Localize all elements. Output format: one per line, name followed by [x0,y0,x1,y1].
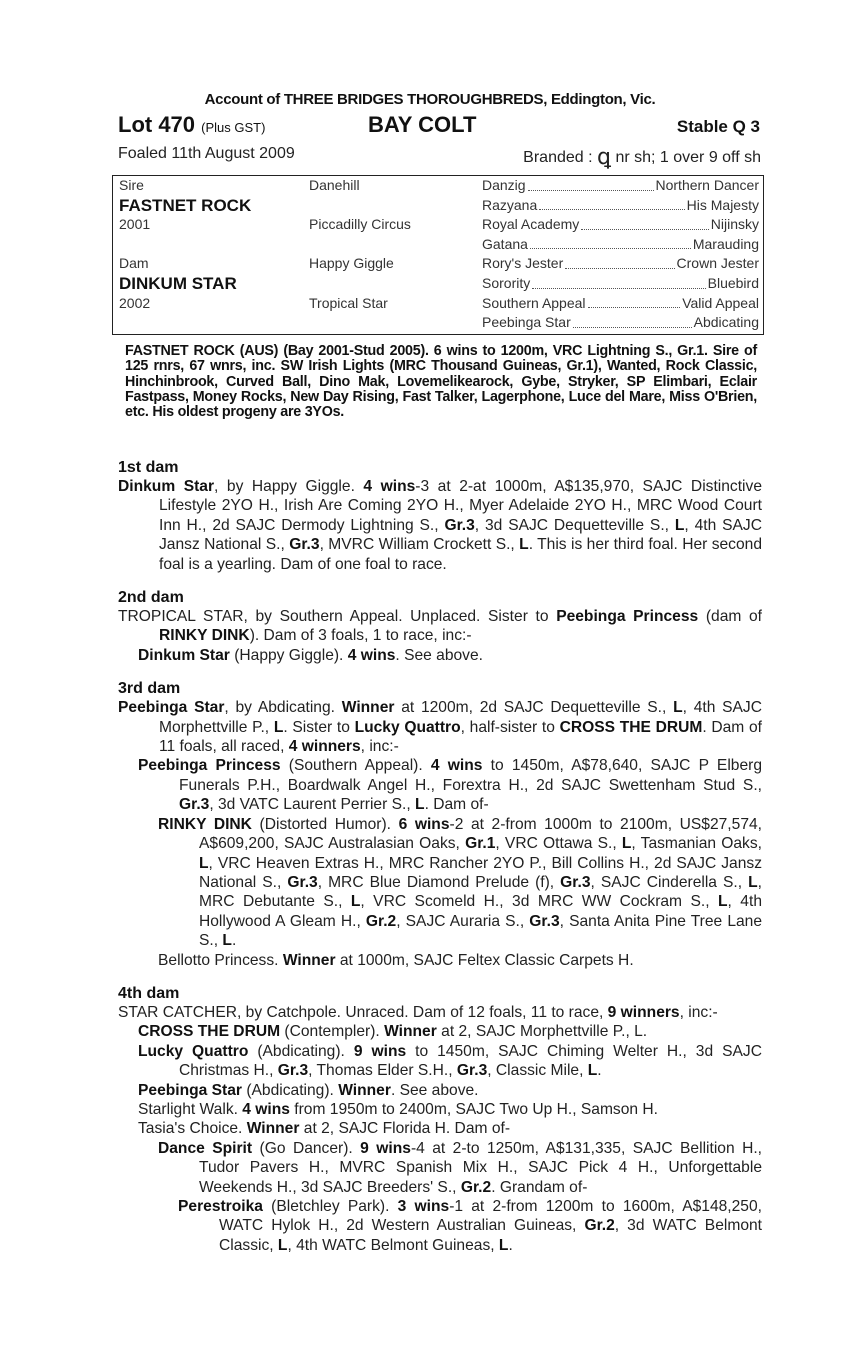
bold-run: Dinkum Star [118,478,215,495]
text-run: , 4th WATC Belmont Guineas, [287,1236,499,1254]
text-run: , Thomas Elder S.H., [308,1062,457,1080]
bold-run: L [222,932,232,950]
text-run: (Southern Appeal). [280,757,431,775]
leader-dots [532,274,705,289]
pedigree-paragraph [118,1022,762,1041]
bold-run: 3 wins [397,1198,450,1215]
bold-run: Gr.2 [584,1217,615,1235]
bold-run: Gr.3 [179,796,210,814]
horse-description: BAY COLT [368,112,477,137]
pedigree-ancestor: Peebinga Star [482,314,571,331]
text-run: -3 at 2-at 1000m, A$135,970, SAJC Distinctive Lifestyle 2YO H., Irish Are Coming 2YO H., Myer Adelaide 2YO H., MRC Wood Court Inn H., 2d SAJC Dermody Lightning S., [159,478,762,534]
pedigree-ancestor: Southern Appeal [482,294,586,311]
text-run: from 1950m to 2400m, SAJC Two Up H., Samson H. [289,1100,658,1118]
bold-run: Winner [246,1120,300,1138]
pedigree-paragraph [118,1197,762,1255]
pedigree-paragraph [118,698,762,756]
text-run: . This is her third foal. Her second foal is a yearling. Dam of one foal to race. [159,536,762,573]
bold-run: Gr.2 [365,912,397,930]
leader-dots [539,196,684,211]
leader-dots [573,313,692,328]
text-run: , MRC Debutante S., [199,873,762,911]
bold-run: L [199,854,209,872]
pedigree-col1: Sire [119,177,144,193]
vendor-account: Account of THREE BRIDGES THOROUGHBREDS, Eddington, Vic. [204,91,656,108]
pedigree-grandsire: Abdicating [693,314,759,331]
bold-run: Peebinga Star [138,1081,242,1099]
bold-run: Perestroika [178,1198,263,1215]
text-run: , 3d VATC Laurent Perrier S., [209,796,416,814]
text-run: . [508,1236,513,1254]
pedigree-paragraph [118,1139,762,1197]
bold-run: CROSS THE DRUM [559,718,703,736]
bold-run: 9 winners [607,1003,680,1021]
pedigree-paragraph [118,756,762,814]
bold-run: Winner [338,1081,391,1099]
text-run: , 3d SAJC Dequetteville S., [474,516,675,534]
text-run: , Tasmanian Oaks, [631,835,762,853]
bold-run: L [277,1236,288,1254]
lot-label: Lot 470 [118,112,196,137]
pedigree-grandsire: Northern Dancer [655,177,759,193]
bold-run: Winner [341,699,395,717]
pedigree-paragraph [118,1042,762,1081]
text-run: TROPICAL STAR, by Southern Appeal. Unplaced. Sister to [118,608,557,626]
text-run: to 1450m, A$78,640, SAJC P Elberg Funerals P.H., Boardwalk Angel H., Forextra H., 2d SAJC Swettenham Stud S., [179,757,762,794]
text-run: , 3d WATC Belmont Classic, [219,1217,762,1254]
pedigree-col3 [482,215,759,235]
bold-run: Winner [282,951,336,969]
text-run: STAR CATCHER, by Catchpole. Unraced. Dam of 12 foals, 11 to race, [118,1003,608,1021]
lot-gst-note: (Plus GST) [201,120,266,135]
dam-lines [118,458,762,1255]
bold-run: CROSS THE DRUM [138,1023,281,1041]
pedigree-table [112,175,764,335]
text-run: , inc:- [679,1003,718,1021]
bold-run: Peebinga Princess [138,757,281,775]
text-run: , inc:- [360,738,399,756]
text-run: Bellotto Princess. [158,951,283,969]
text-run: , VRC Ottawa S., [495,835,622,853]
text-run: Starlight Walk. [138,1100,243,1118]
pedigree-ancestor: Gatana [482,235,528,252]
text-run: , SAJC Cinderella S., [590,873,749,891]
branded-label: Branded : [523,149,593,166]
text-run: (dam of [698,608,763,626]
bold-run: RINKY DINK [158,815,252,833]
text-run: -1 at 2-from 1200m to 1600m, A$148,250, WATC Hylok H., 2d Western Australian Guineas, [219,1198,762,1235]
text-run: , VRC Scomeld H., 3d MRC WW Cockram S., [360,893,718,911]
pedigree-grandsire: His Majesty [686,196,759,213]
text-run: , VRC Heaven Extras H., MRC Rancher 2YO P., Bill Collins H., 2d SAJC Jansz National S., [199,854,762,891]
pedigree-col1: DINKUM STAR [119,274,237,293]
brand-mark-icon: ꝗ [597,145,611,170]
bold-run: L [350,893,361,911]
bold-run: 6 wins [398,815,450,833]
bold-run: L [273,718,284,736]
pedigree-col2: Danehill [309,177,360,193]
branded-text: nr sh; 1 over 9 off sh [615,149,761,166]
text-run: -2 at 2-from 1000m to 2100m, US$27,574, A$609,200, SAJC Australasian Oaks, [199,815,762,853]
text-run: at 2, SAJC Morphettville P., L. [436,1023,648,1041]
pedigree-paragraph [118,646,762,665]
text-run: (Abdicating). [242,1081,339,1099]
bold-run: Gr.1 [465,835,496,853]
text-run: , Classic Mile, [487,1062,588,1080]
pedigree-ancestor: Danzig [482,177,526,193]
bold-run: 4 wins [242,1100,290,1118]
text-run: to 1450m, SAJC Chiming Welter H., 3d SAJC Christmas H., [179,1042,762,1080]
pedigree-paragraph [118,1100,762,1119]
text-run: , by Abdicating. [224,699,342,717]
pedigree-row [113,274,763,294]
bold-run: Gr.3 [529,912,560,930]
text-run: , SAJC Auraria S., [396,912,530,930]
bold-run: RINKY DINK [159,627,250,645]
bold-run: L [718,893,728,911]
text-run: (Go Dancer). [252,1139,361,1157]
text-run: , MRC Blue Diamond Prelude (f), [317,873,561,891]
pedigree-paragraph [118,477,762,574]
bold-run: L [519,536,529,554]
section-heading: 1st dam [118,459,179,476]
bold-run: 4 wins [347,646,396,664]
pedigree-grandsire: Marauding [692,235,759,252]
pedigree-row [113,235,763,255]
pedigree-paragraph [118,1081,762,1100]
pedigree-col3 [482,196,759,216]
pedigree-col2: Happy Giggle [309,255,394,272]
text-run: , half-sister to [460,718,560,736]
text-run: at 1200m, 2d SAJC Dequetteville S., [394,699,674,717]
pedigree-row [113,215,763,235]
pedigree-paragraph [118,607,762,646]
pedigree-col1: FASTNET ROCK [119,195,252,215]
text-run: , MVRC William Crockett S., [319,536,520,554]
bold-run: Dinkum Star [138,646,230,664]
sire-summary: FASTNET ROCK (AUS) (Bay 2001-Stud 2005). 6 wins to 1200m, VRC Lightning S., Gr.1. Sire of 125 rnrs, 67 wnrs, inc. SW Irish Lights (MRC Thousand Guineas, Gr.1), Wanted, Rock Classic, Hinchinbrook, Curved Ball, Dino Mak, Lovemelikearock, Gybe, Stryker, SP Elimbari, Eclair Fastpass, Money Rocks, New Day Rising, Fast Talker, Lagerphone, Luce del Mare, Miss O'Brien, etc. His oldest progeny are 3YOs. [125,343,757,421]
text-run: , 4th SAJC Morphettville P., [159,699,762,736]
pedigree-grandsire: Bluebird [707,275,759,291]
pedigree-grandsire: Valid Appeal [682,294,759,311]
pedigree-col1: Dam [119,255,149,272]
text-run: . Sister to [283,718,355,736]
text-run: ). Dam of 3 foals, 1 to race, inc:- [249,627,472,645]
bold-run: 4 winners [288,738,361,756]
pedigree-col3 [482,254,759,274]
pedigree-ancestor: Razyana [482,196,538,213]
pedigree-paragraph [118,951,762,970]
text-run: . See above. [395,646,483,664]
section-heading: 2nd dam [118,589,184,607]
pedigree-col1: 2002 [119,294,151,311]
text-run: (Abdicating). [248,1042,354,1060]
text-run: at 1000m, SAJC Feltex Classic Carpets H. [335,951,634,969]
bold-run: Lucky Quattro [138,1042,249,1060]
bold-run: 4 wins [363,478,416,495]
pedigree-row [113,294,763,314]
bold-run: Gr.3 [456,1062,488,1080]
pedigree-grandsire: Crown Jester [676,255,759,272]
stable-location: Stable Q 3 [676,117,760,136]
pedigree-row [113,313,763,333]
leader-dots [528,176,654,191]
bold-run: L [587,1062,598,1080]
bold-run: Lucky Quattro [354,718,461,736]
bold-run: L [674,516,685,534]
leader-dots [581,215,708,230]
text-run: Tasia's Choice. [138,1120,247,1138]
pedigree-paragraph [118,1119,762,1138]
lot-number [118,112,265,138]
bold-run: 9 wins [353,1042,407,1060]
text-run: , 4th Hollywood A Gleam H., [199,893,762,930]
pedigree-row [113,196,763,216]
leader-dots [588,294,681,309]
pedigree-grandsire: Nijinsky [710,216,759,233]
pedigree-col3 [482,235,759,255]
pedigree-col1: 2001 [119,216,151,233]
pedigree-paragraph [118,1003,762,1022]
text-run: . Dam of 11 foals, all raced, [159,718,762,756]
text-run: (Contempler). [280,1023,385,1041]
foaled-date: Foaled 11th August 2009 [118,145,295,162]
pedigree-col3 [482,313,759,333]
bold-run: L [621,835,632,853]
text-run: (Bletchley Park). [262,1198,398,1215]
pedigree-row [113,254,763,274]
pedigree-ancestor: Royal Academy [482,216,580,233]
bold-run: Gr.3 [289,536,320,554]
bold-run: Winner [384,1023,437,1041]
bold-run: Gr.3 [444,516,475,534]
bold-run: Gr.2 [460,1178,492,1196]
text-run: -4 at 2-to 1250m, A$131,335, SAJC Bellition H., Tudor Pavers H., MVRC Spanish Mix H., SAJC Pick 4 H., Unforgettable Weekends H., 3d SAJC Breeders' S., [199,1139,762,1196]
bold-run: L [415,796,425,814]
text-run: . See above. [390,1081,479,1099]
text-run: . [597,1062,602,1080]
leader-dots [530,235,691,250]
text-run: at 2, SAJC Florida H. Dam of- [299,1120,511,1138]
bold-run: Peebinga Princess [556,608,699,626]
bold-run: L [748,873,758,891]
bold-run: L [673,699,683,717]
brand-info [523,145,761,170]
text-run: , 4th SAJC Jansz National S., [159,516,762,554]
leader-dots [565,254,674,269]
section-heading: 4th dam [118,984,180,1002]
pedigree-col2: Tropical Star [309,294,388,311]
section-heading: 3rd dam [118,680,181,698]
pedigree-paragraph [118,815,762,951]
bold-run: Peebinga Star [118,699,225,717]
pedigree-col3 [482,176,759,196]
pedigree-col2: Piccadilly Circus [309,216,411,233]
bold-run: L [498,1236,509,1254]
bold-run: Gr.3 [560,873,591,891]
text-run: , Santa Anita Pine Tree Lane S., [199,912,763,950]
text-run: , by Happy Giggle. [214,478,364,495]
pedigree-col3 [482,274,759,294]
text-run: . [231,932,237,950]
pedigree-ancestor: Sorority [482,275,531,291]
bold-run: Dance Spirit [158,1139,253,1157]
text-run: (Happy Giggle). [229,646,348,664]
bold-run: 9 wins [360,1139,411,1157]
text-run: (Distorted Humor). [251,815,399,833]
bold-run: 4 wins [430,757,483,775]
pedigree-row [113,176,763,196]
pedigree-ancestor: Rory's Jester [482,255,564,272]
text-run: . Grandam of- [491,1178,588,1196]
text-run: . Dam of- [424,796,489,814]
pedigree-col3 [482,294,759,314]
bold-run: Gr.3 [277,1062,309,1080]
bold-run: Gr.3 [287,873,318,891]
